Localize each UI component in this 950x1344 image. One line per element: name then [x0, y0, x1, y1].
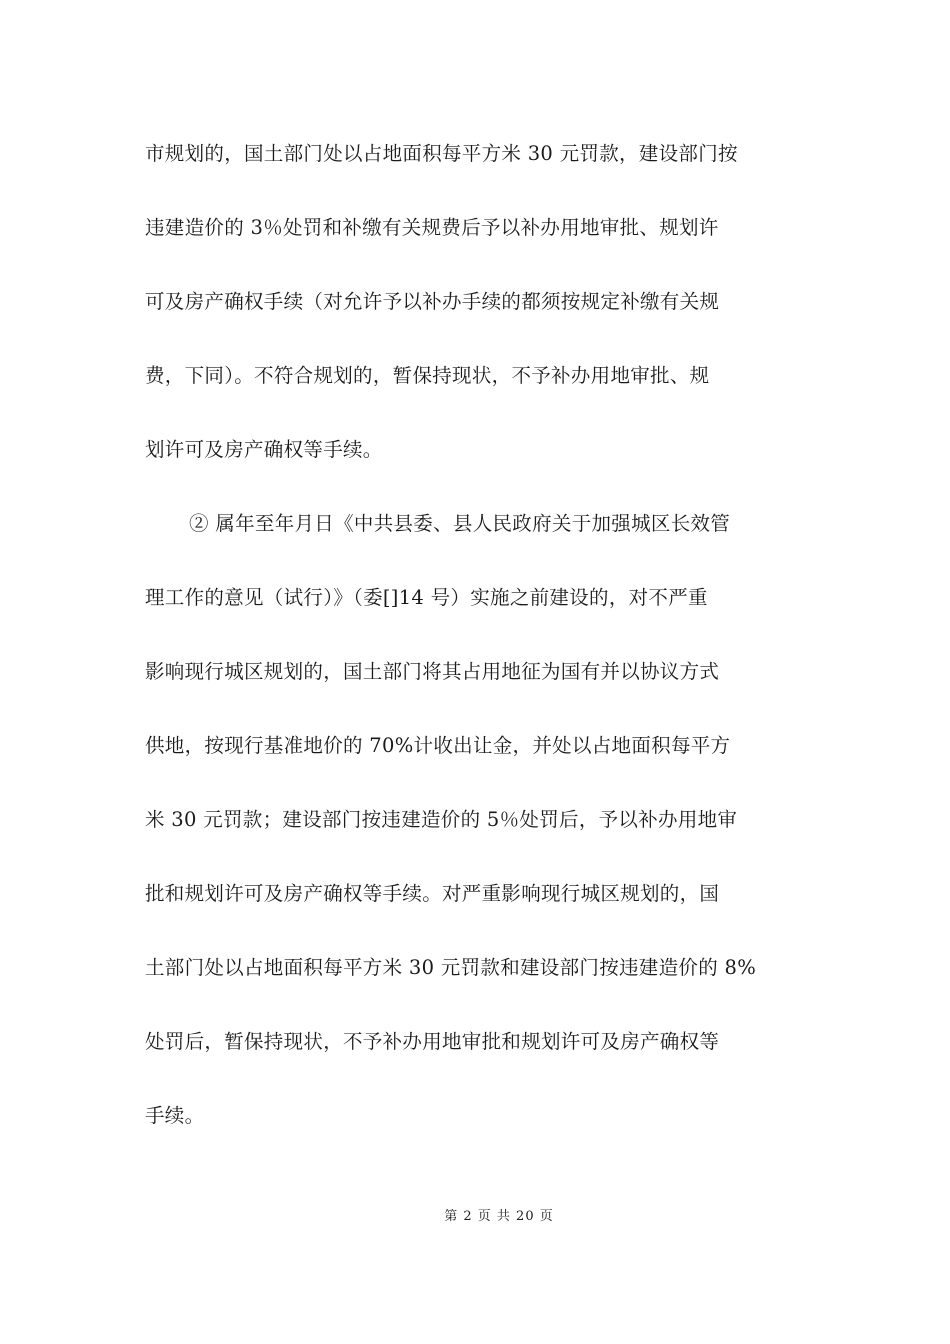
page-number-footer: 第 2 页 共 20 页 [444, 1209, 554, 1224]
text-line: 违建造价的 3％处罚和补缴有关规费后予以补办用地审批、规划许 [145, 216, 719, 239]
text-line: 土部门处以占地面积每平方米 30 元罚款和建设部门按违建造价的 8% [145, 956, 757, 979]
text-line: 市规划的，国土部门处以占地面积每平方米 30 元罚款，建设部门按 [145, 142, 738, 165]
text-line: 批和规划许可及房产确权等手续。对严重影响现行城区规划的，国 [145, 882, 720, 905]
text-line: 米 30 元罚款；建设部门按违建造价的 5％处罚后，予以补办用地审 [145, 808, 738, 831]
text-line: 处罚后，暂保持现状，不予补办用地审批和规划许可及房产确权等 [145, 1030, 720, 1053]
text-line: 影响现行城区规划的，国土部门将其占用地征为国有并以协议方式 [145, 660, 720, 683]
text-line: 理工作的意见（试行）》（委[]14 号）实施之前建设的，对不严重 [145, 586, 708, 609]
text-line: ② 属年至年月日《中共县委、县人民政府关于加强城区长效管 [189, 512, 731, 535]
text-line: 可及房产确权手续（对允许予以补办手续的都须按规定补缴有关规 [145, 290, 720, 313]
text-line: 费，下同）。不符合规划的，暂保持现状，不予补办用地审批、规 [145, 364, 710, 387]
text-line: 手续。 [145, 1104, 205, 1127]
text-line: 供地，按现行基准地价的 70%计收出让金，并处以占地面积每平方 [145, 734, 731, 757]
text-line: 划许可及房产确权等手续。 [145, 438, 383, 461]
